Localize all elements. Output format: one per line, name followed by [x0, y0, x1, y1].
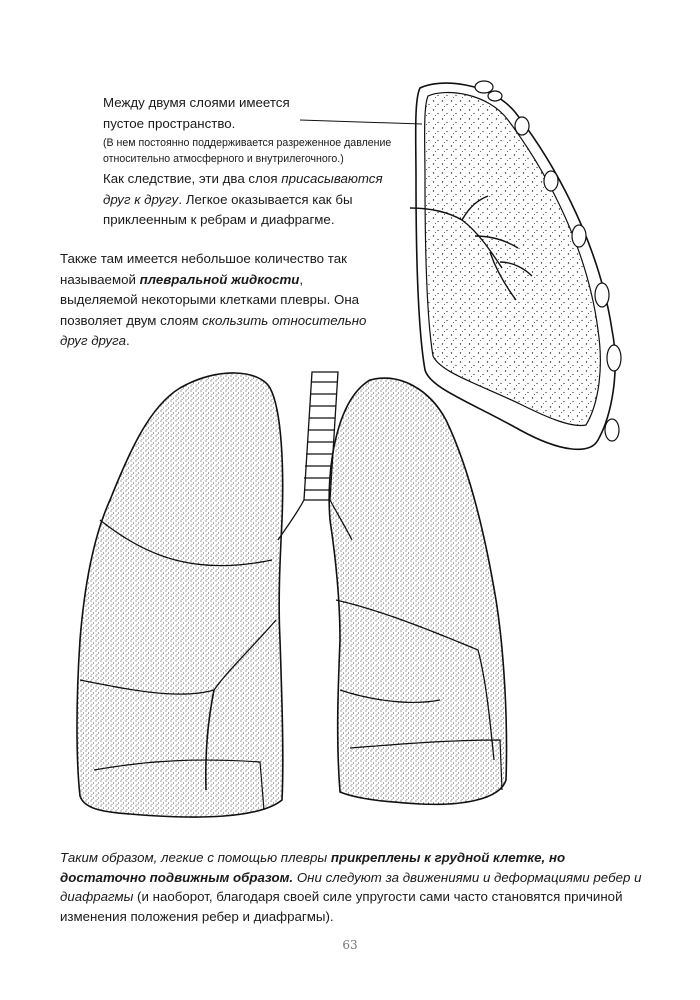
right-lung [77, 373, 283, 817]
fluid-term: плевральной жидкости [139, 271, 300, 287]
fluid-middle: , выделяемой некоторыми клетками плевры. Она позволяет двум слоям [60, 271, 360, 328]
fluid-emphasis: скользить относительно друг друга [60, 312, 367, 348]
top-note-line1: Между двумя слоями имеется [103, 95, 290, 110]
conclusion-plain: (и наоборот, благодаря своей силе упругости сами часто становятся причиной изменения положения ребер и диафрагмы). [60, 889, 623, 924]
pleural-fluid-paragraph [60, 249, 375, 352]
consequence-emphasis: присасываются друг к другу [103, 171, 383, 207]
page-number: 63 [342, 938, 358, 952]
conclusion-em-middle: Они следуют за движениями и деформациями ребер и диафрагмы [60, 869, 642, 904]
pressure-note: (В нем постоянно поддерживается разреженное давление относительно атмосферного и внутрилегочного.) [103, 137, 392, 165]
consequence-prefix: Как следствие, эти два слоя [103, 171, 282, 186]
top-annotation [103, 93, 393, 231]
fluid-prefix: Также там имеется небольшое количество так называемой [60, 251, 347, 287]
fluid-suffix: . [125, 333, 130, 348]
conclusion-bold: прикреплены к грудной клетке, но достаточно подвижным образом. [60, 850, 566, 885]
conclusion-em-prefix: Таким образом, легкие с помощью плевры [60, 850, 331, 865]
conclusion-paragraph [60, 848, 650, 926]
left-lung [329, 378, 506, 804]
top-note-line2: пустое пространство. [103, 115, 236, 131]
consequence-suffix: . Легкое оказывается как бы приклеенным к ребрам и диафрагме. [103, 191, 353, 227]
